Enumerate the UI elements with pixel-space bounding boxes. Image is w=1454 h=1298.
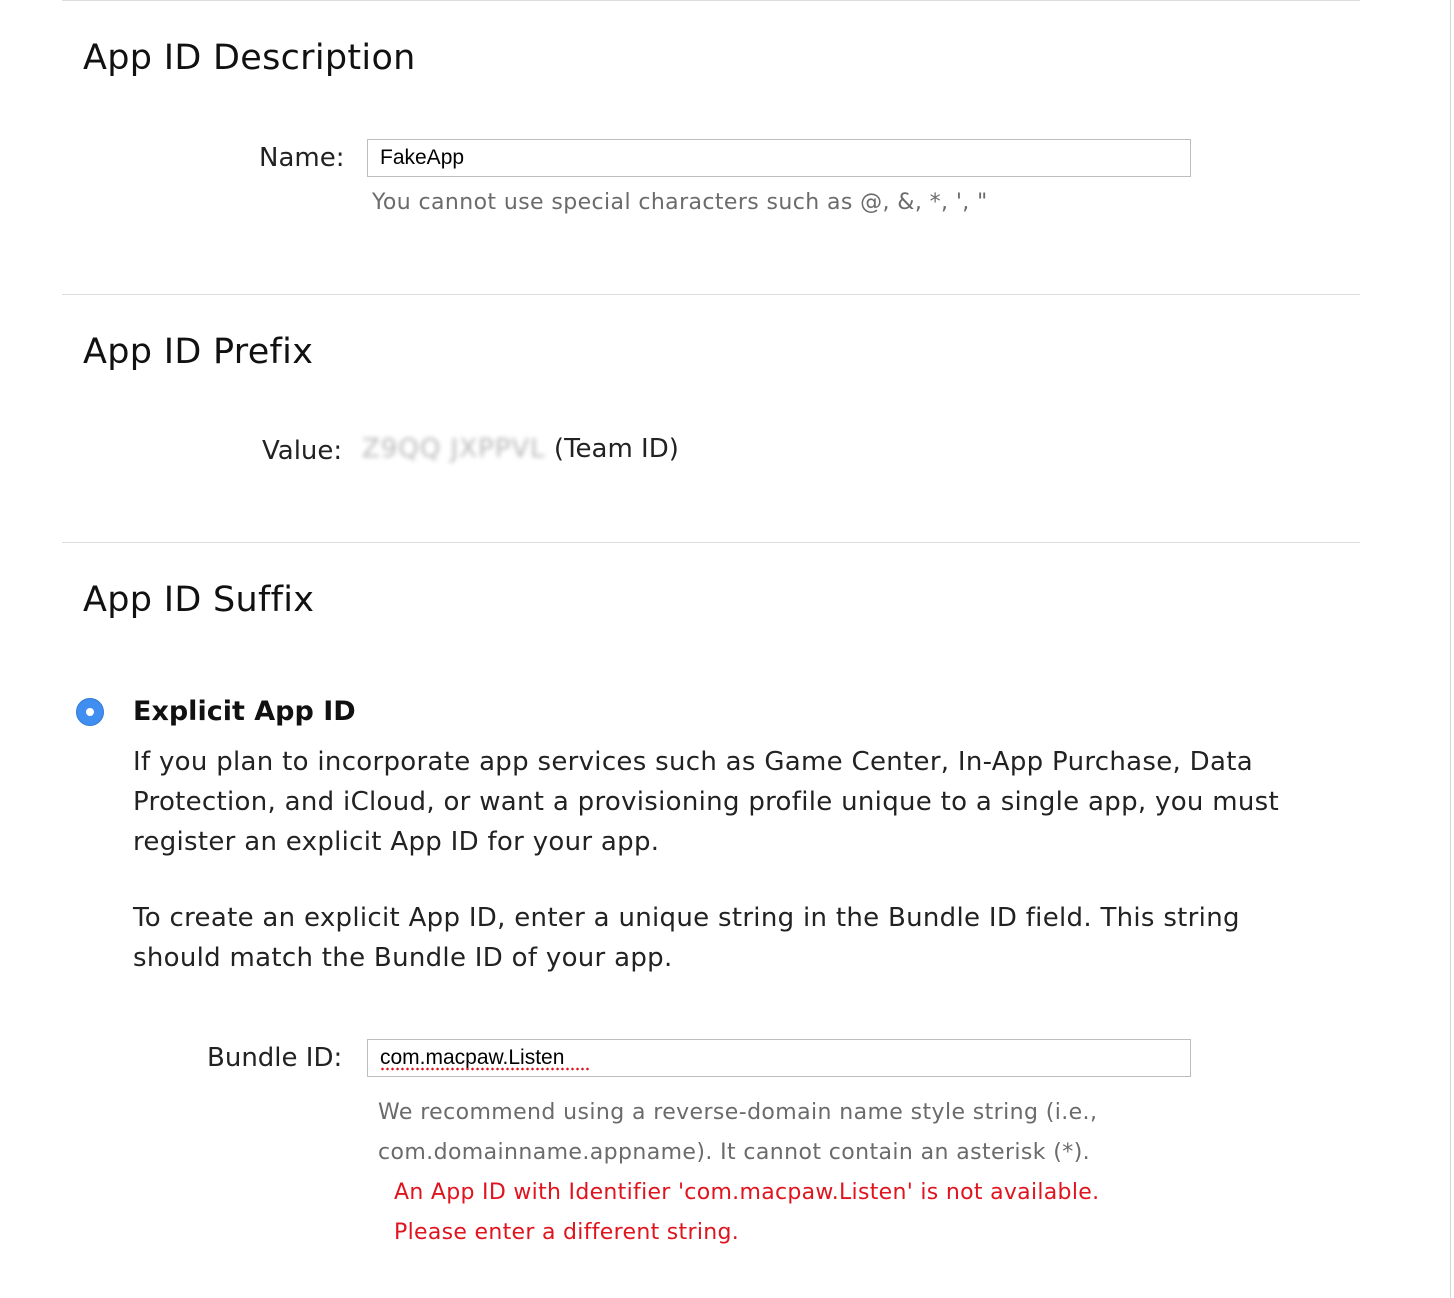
explicit-description-2: To create an explicit App ID, enter a unique string in the Bundle ID field. This string should match the Bundle ID of your app. — [133, 903, 1240, 973]
name-hint: You cannot use special characters such as @, &, *, ', " — [372, 190, 988, 215]
explicit-description-1: If you plan to incorporate app services such as Game Center, In-App Purchase, Data Protection, and iCloud, or want a provisioning profile unique to a single app, you must register an explicit App ID for your app. — [133, 747, 1279, 857]
team-id-suffix: (Team ID) — [553, 434, 679, 464]
divider-prefix-suffix — [62, 542, 1360, 543]
scrollbar-edge — [1450, 0, 1451, 1298]
divider-description-prefix — [62, 294, 1360, 295]
radio-selected-dot — [86, 708, 94, 716]
section-title-description: App ID Description — [83, 38, 416, 78]
top-divider — [62, 0, 1360, 1]
team-id-value — [362, 434, 679, 464]
name-label: Name: — [259, 143, 345, 173]
bundle-id-label: Bundle ID: — [207, 1043, 343, 1073]
bundle-hint-line-2: com.domainname.appname). It cannot contain an asterisk (*). — [378, 1140, 1091, 1165]
error-message-line-2: Please enter a different string. — [394, 1220, 740, 1245]
explicit-app-id-label: Explicit App ID — [133, 696, 356, 727]
bundle-id-input[interactable] — [367, 1039, 1191, 1077]
section-title-suffix: App ID Suffix — [83, 580, 315, 620]
explicit-app-id-radio[interactable] — [76, 698, 104, 726]
section-title-prefix: App ID Prefix — [83, 332, 314, 372]
name-input[interactable] — [367, 139, 1191, 177]
value-label: Value: — [262, 436, 343, 466]
error-message-line-1: An App ID with Identifier 'com.macpaw.Listen' is not available. — [394, 1180, 1100, 1205]
bundle-hint-line-1: We recommend using a reverse-domain name style string (i.e., — [378, 1100, 1098, 1125]
spellcheck-underline — [380, 1067, 590, 1071]
team-id-redacted: Z9QQ JXPPVL — [362, 434, 546, 464]
